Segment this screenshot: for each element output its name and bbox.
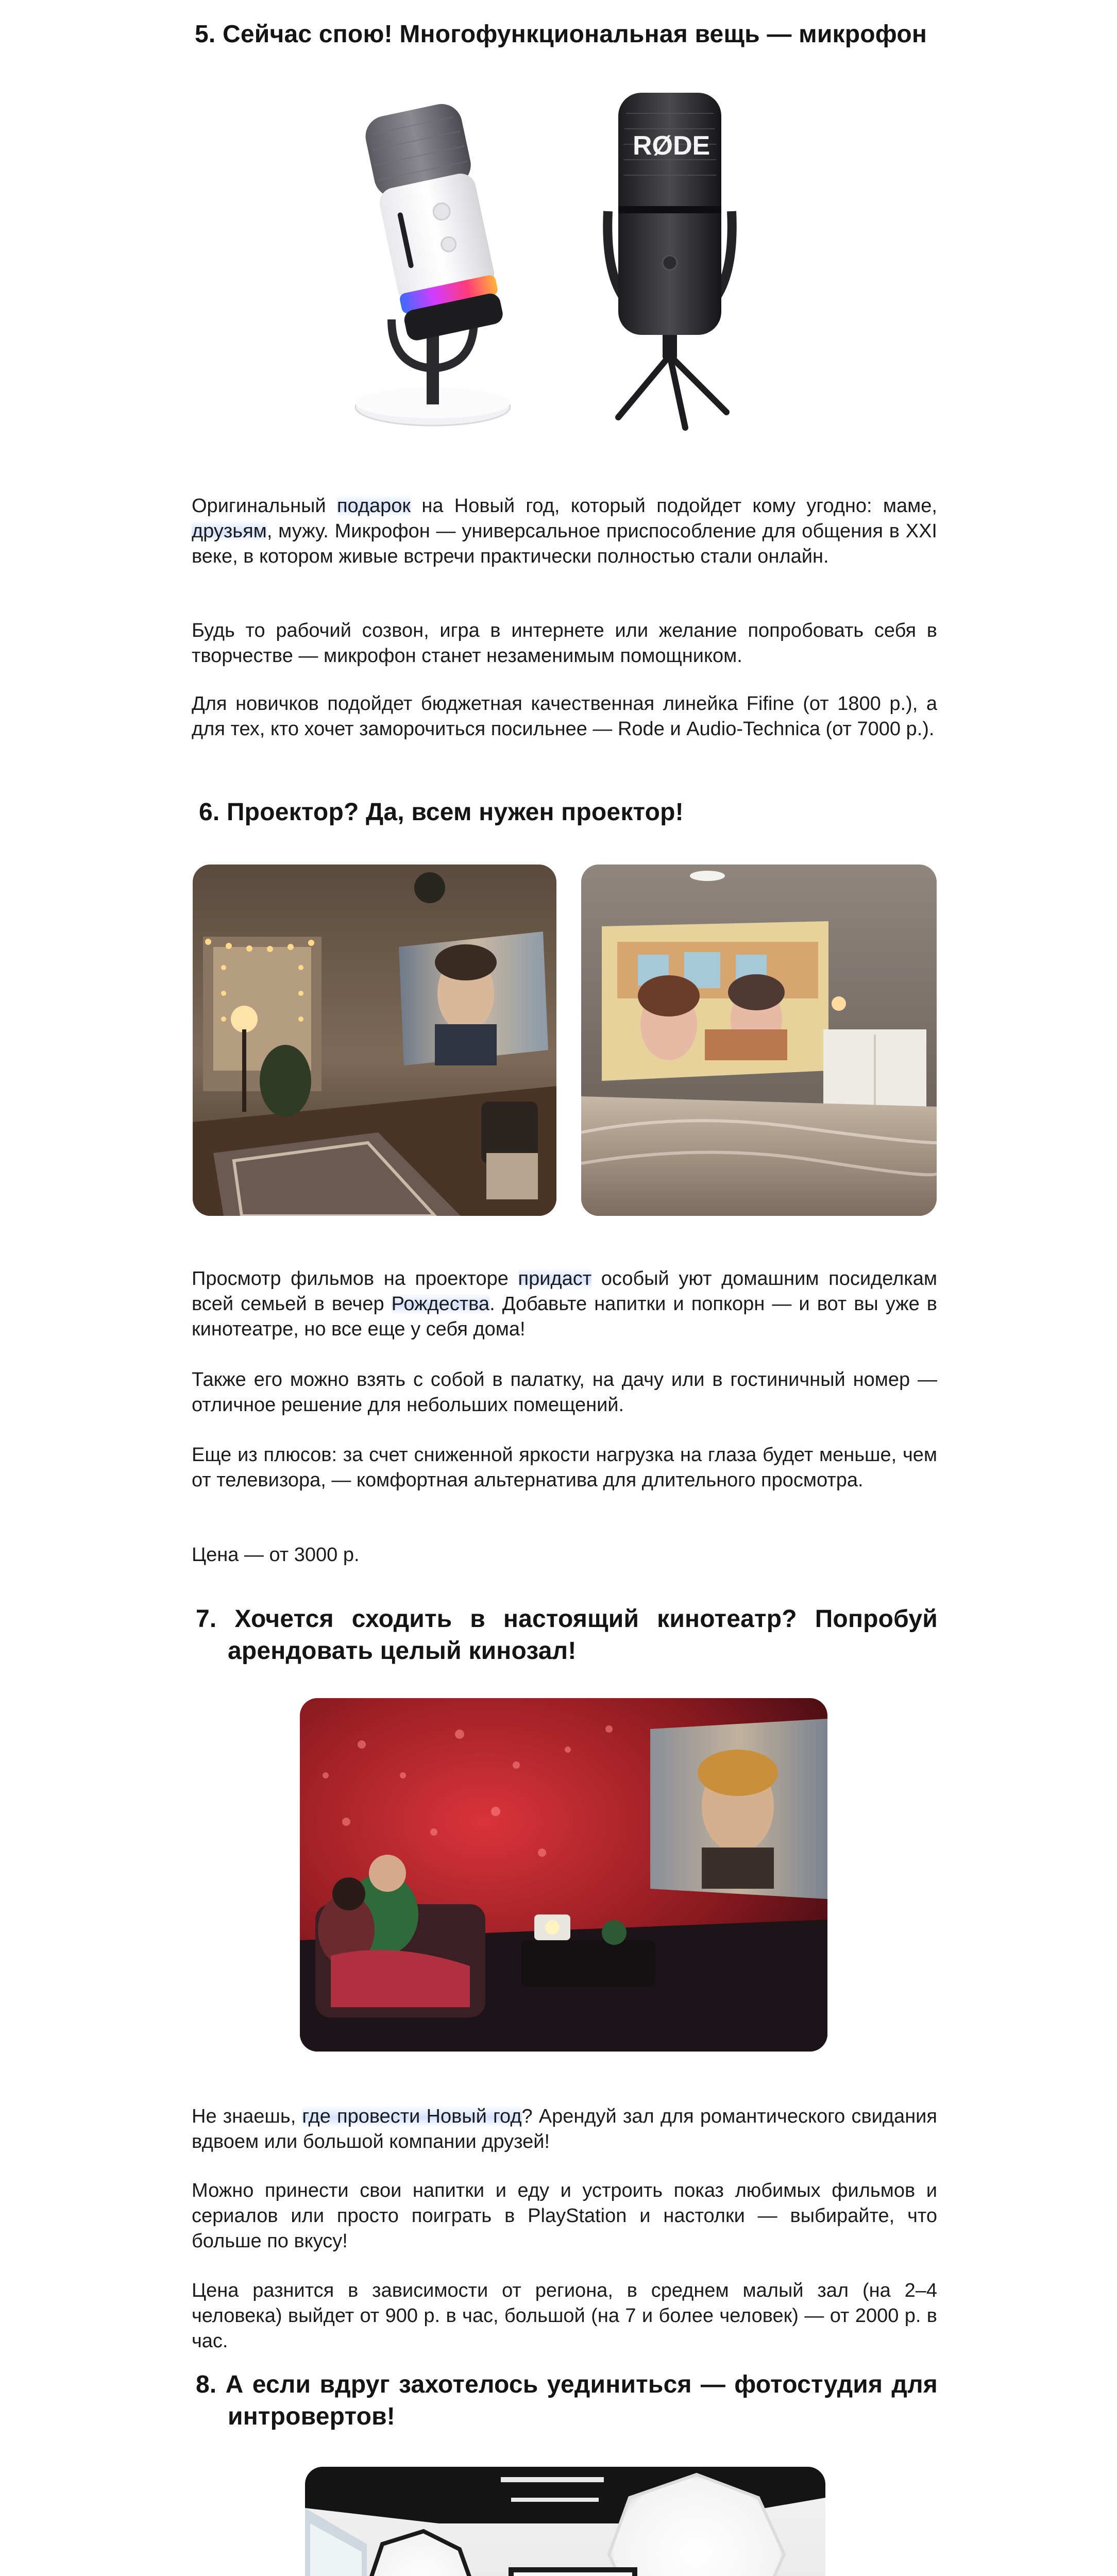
rode-logo: RØDE xyxy=(633,131,710,161)
section-6-paragraph-2: Также его можно взять с собой в палатку, на дачу или в гостиничный номер — отличное решение для небольших помещений. xyxy=(192,1369,937,1416)
section-5-heading xyxy=(195,19,937,50)
section-5-paragraph-3: Для новичков подойдет бюджетная качественная линейка Fifine (от 1800 р.), а для тех, кто хочет заморочиться посильнее — Rode и Audio-Technica (от 7000 р.). xyxy=(192,693,937,740)
section-6-number: 6. xyxy=(199,799,220,826)
cinema-hall-image xyxy=(300,1698,827,2052)
section-6-heading xyxy=(199,796,941,828)
section-6-paragraph-1: Просмотр фильмов на проекторе придаст особый уют домашним посиделкам всей семьей в вечер Рождества. Добавьте напитки и попкорн — и вот вы уже в кинотеатре, но все еще у себя дома! xyxy=(192,1268,937,1340)
section-5-number: 5. xyxy=(195,21,216,48)
section-8-title: А если вдруг захотелось уединиться — фотостудия для интровертов! xyxy=(225,2371,938,2430)
section-7-heading xyxy=(196,1603,938,1667)
section-7-paragraph-2: Можно принести свои напитки и еду и устроить показ любимых фильмов и сериалов или просто поиграть в PlayStation и настолки — выбирайте, что больше по вкусу! xyxy=(192,2180,937,2252)
section-6-paragraph-4: Цена — от 3000 р. xyxy=(192,1544,360,1566)
photo-studio-image xyxy=(305,2467,825,2576)
projector-livingroom-image xyxy=(193,865,556,1216)
section-7-paragraph-3: Цена разнится в зависимости от региона, в среднем малый зал (на 2–4 человека) выйдет от 900 р. в час, большой (на 7 и более человек) — от 2000 р. в час. xyxy=(192,2280,937,2352)
section-7-title: Хочется сходить в настоящий кинотеатр? Попробуй арендовать целый кинозал! xyxy=(228,1605,938,1665)
section-5-title: Сейчас спою! Многофункциональная вещь — микрофон xyxy=(222,21,927,48)
section-5-paragraph-1: Оригинальный подарок на Новый год, который подойдет кому угодно: маме, друзьям, мужу. Микрофон — универсальное приспособление для общения в XXI веке, в котором живые встречи практически полностью стали онлайн. xyxy=(192,495,937,567)
section-8-heading xyxy=(196,2369,938,2433)
section-8-number: 8. xyxy=(196,2371,217,2398)
section-6-title: Проектор? Да, всем нужен проектор! xyxy=(226,799,684,826)
section-5-paragraph-2: Будь то рабочий созвон, игра в интернете или желание попробовать себя в творчестве — микрофон станет незаменимым помощником. xyxy=(192,620,937,667)
section-6-paragraph-3: Еще из плюсов: за счет сниженной яркости нагрузка на глаза будет меньше, чем от телевизора, — комфортная альтернатива для длительного просмотра. xyxy=(192,1444,937,1491)
microphones-image xyxy=(330,77,793,438)
projector-bedroom-image xyxy=(581,865,937,1216)
section-7-paragraph-1: Не знаешь, где провести Новый год? Арендуй зал для романтического свидания вдвоем или большой компании друзей! xyxy=(192,2106,937,2153)
section-7-number: 7. xyxy=(196,1605,217,1633)
